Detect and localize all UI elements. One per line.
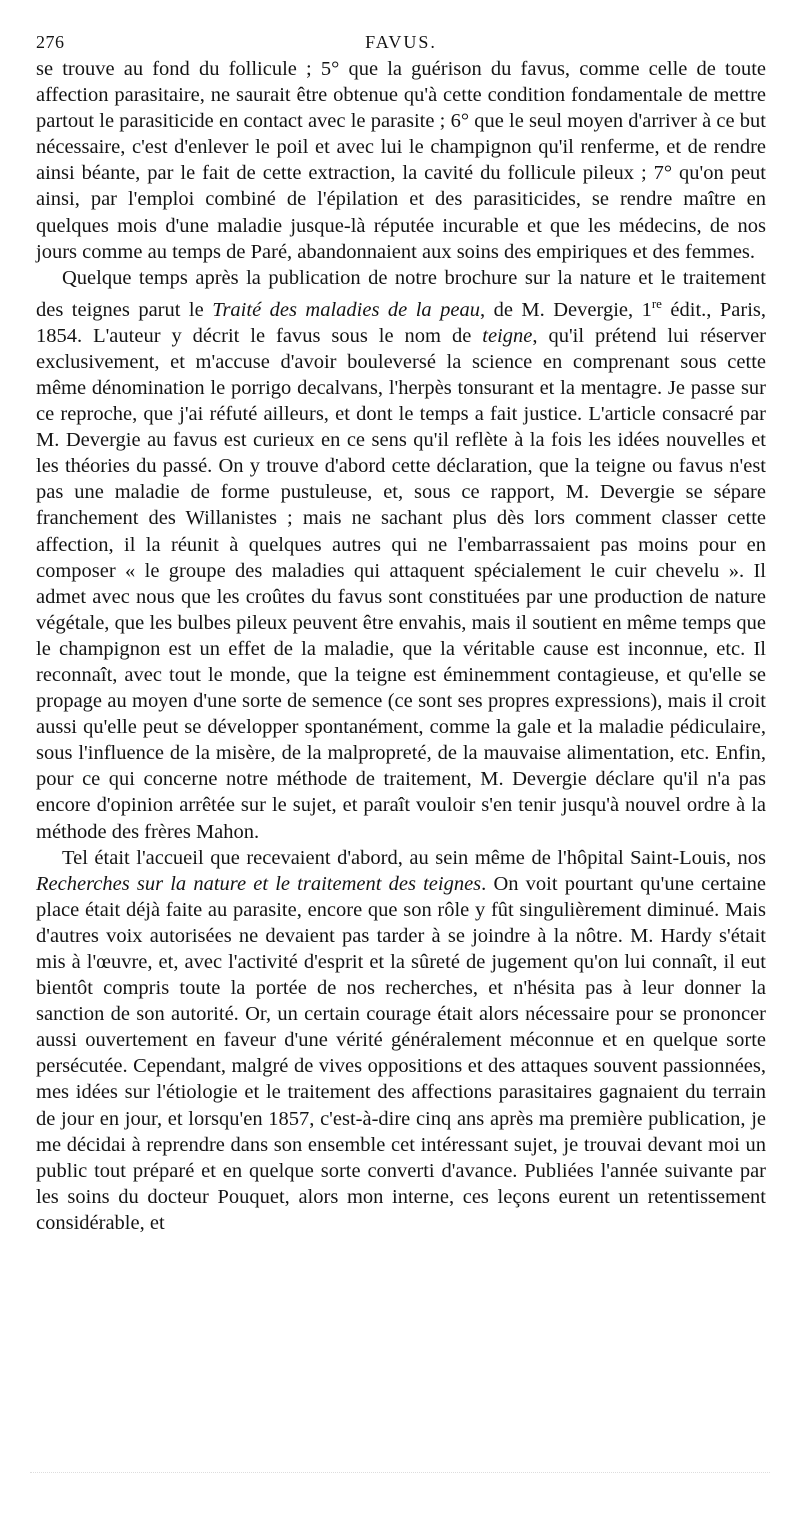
paragraph-3-text-b: . On voit pourtant qu'une certaine place était déjà faite au parasite, encore que son rôle y fût singulièrement diminué. Mais d'autres voix autorisées ne devaient pas tarder à se joindre à la nôtre. M. Hardy s'était mis à l'œuvre, et, avec l'activité d'esprit et la sûreté de jugement qu'on lui connaît, il eut bientôt compris toute la portée de nos recherches, et n'hésita pas à leur donner la sanction de son autorité. Or, un certain courage était alors nécessaire pour se prononcer aussi ouvertement en faveur d'une vérité généralement méconnue et en quelque sorte persécutée. Cependant, malgré de vives oppositions et des attaques souvent passionnées, mes idées sur l'étiologie et le traitement des affections parasitaires gagnaient du terrain de jour en jour, et lorsqu'en 1857, c'est-à-dire cinq ans après ma première publication, je me décidai à reprendre dans son ensemble cet intéressant sujet, je trouvai devant moi un public tout préparé et en quelque sorte converti d'avance. Publiées l'année suivante par les soins du docteur Pouquet, alors mon interne, ces leçons eurent un retentissement considérable, et (36, 872, 766, 1234)
running-title: FAVUS. (365, 32, 437, 52)
paragraph-2 (36, 265, 766, 845)
paragraph-2-text-b: , de M. Devergie, 1 (480, 298, 652, 321)
page-number: 276 (36, 32, 65, 52)
paragraph-3-text-a: Tel était l'accueil que recevaient d'abord, au sein même de l'hôpital Saint-Louis, nos (62, 846, 766, 869)
paragraph-2-text-c: édit., Paris, 1854. L'auteur y décrit le favus sous le nom de (36, 298, 767, 347)
book-title-traite: Traité des maladies de la peau (212, 298, 481, 321)
paragraph-2-text-d: , qu'il prétend lui réserver exclusivement, et m'accuse d'avoir bouleversé la science en comprenant sous cette même dénomination le porrigo decalvans, l'herpès tonsurant et la mentagre. Je passe sur ce reproche, que j'ai réfuté ailleurs, et dont le temps a fait justice. L'article consacré par M. Devergie au favus est curieux en ce sens qu'il reflète à la fois les idées nouvelles et les théories du passé. On y trouve d'abord cette déclaration, que la teigne ou favus n'est pas une maladie de forme pustuleuse, et, sous ce rapport, M. Devergie se sépare franchement des Willanistes ; mais ne sachant plus dès lors comment classer cette affection, il la réunit à quelques autres qui ne l'embarrassaient pas moins pour en composer « le groupe des maladies qui attaquent spécialement le cuir chevelu ». Il admet avec nous que les croûtes du favus sont constituées par une production de nature végétale, que les bulbes pileux peuvent être envahis, mais il soutient en même temps que le champignon est un effet de la maladie, que la véritable cause est inconnue, etc. Il reconnaît, avec tout le monde, que la teigne est éminemment contagieuse, et qu'elle se propage au moyen d'une sorte de semence (ce sont ses propres expressions), mais il croit aussi qu'elle peut se développer spontanément, comme la gale et la maladie pédiculaire, sous l'influence de la misère, de la malpropreté, de la mauvaise alimentation, etc. Enfin, pour ce qui concerne notre méthode de traitement, M. Devergie déclare qu'il n'a pas encore d'opinion arrêtée sur le sujet, et paraît vouloir s'en tenir jusqu'à nouvel ordre à la méthode des frères Mahon. (36, 324, 767, 843)
edition-superscript: re (651, 295, 662, 311)
term-teigne: teigne (482, 324, 533, 347)
paragraph-2-text-a: Quelque temps après la publication de notre brochure sur la nature et le traitement des teignes parut le (36, 266, 766, 321)
bottom-scan-marks (30, 1472, 770, 1483)
book-title-recherches: Recherches sur la nature et le traitement des teignes (36, 872, 482, 895)
running-head (36, 28, 766, 56)
body-text (36, 56, 766, 1236)
paragraph-1: se trouve au fond du follicule ; 5° que la guérison du favus, comme celle de toute affection parasitaire, ne saurait être obtenue qu'à cette condition fondamentale de mettre partout le parasiticide en contact avec le parasite ; 6° que le seul moyen d'arriver à ce but nécessaire, c'est d'enlever le poil et avec lui le champignon qu'il renferme, et de rendre ainsi béante, par le fait de cette extraction, la cavité du follicule pileux ; 7° qu'on peut ainsi, par l'emploi combiné de l'épilation et des parasiticides, se rendre maître en quelques mois d'une maladie jusque-là réputée incurable et que les médecins, de nos jours comme au temps de Paré, abandonnaient aux soins des empiriques et des femmes. (36, 58, 766, 263)
paragraph-3 (36, 845, 766, 1236)
